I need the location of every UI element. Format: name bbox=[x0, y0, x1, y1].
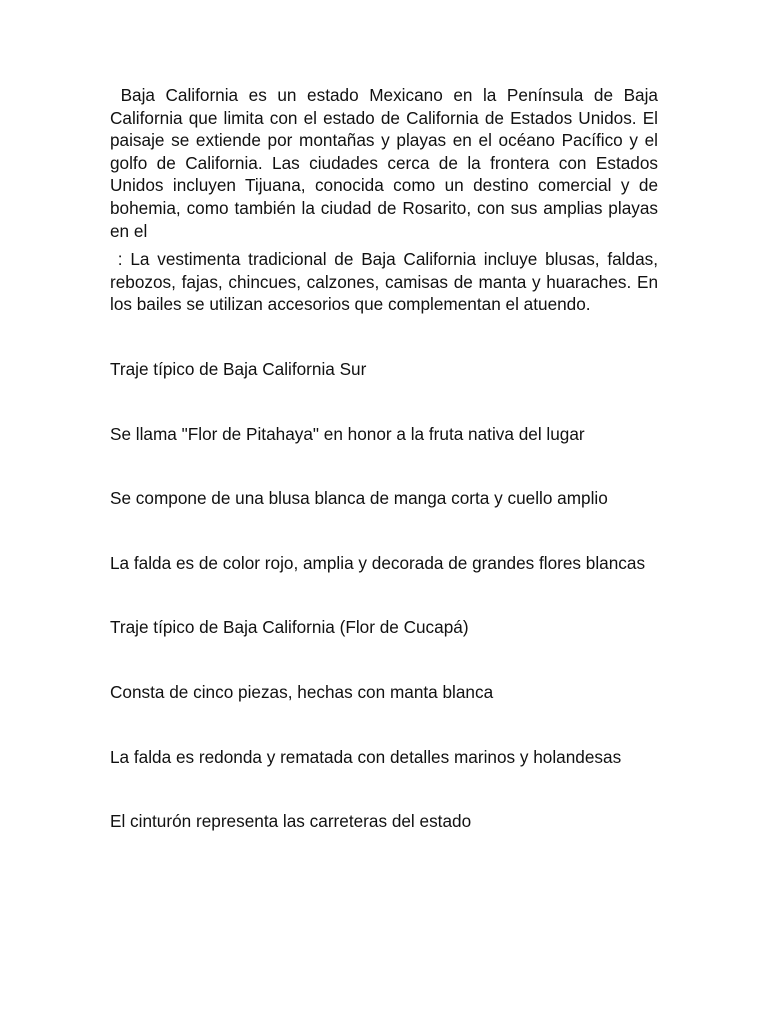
line-cinco-piezas: Consta de cinco piezas, hechas con manta blanca bbox=[110, 681, 494, 702]
line-falda-redonda: La falda es redonda y rematada con detalles marinos y holandesas bbox=[110, 746, 622, 767]
document-page bbox=[110, 84, 663, 875]
line-falda-roja: La falda es de color rojo, amplia y decorada de grandes flores blancas bbox=[110, 552, 646, 573]
line-flor-de-pitahaya: Se llama "Flor de Pitahaya" en honor a la fruta nativa del lugar bbox=[110, 423, 585, 444]
heading-flor-de-cucapa: Traje típico de Baja California (Flor de Cucapá) bbox=[110, 617, 469, 638]
heading-baja-california-sur: Traje típico de Baja California Sur bbox=[110, 358, 367, 379]
intro-paragraph: Baja California es un estado Mexicano en la Península de Baja California que limita con el estado de California de Estados Unidos. El paisaje se extiende por montañas y playas en el océano Pacífico y el golfo de California. Las ciudades cerca de la frontera con Estados Unidos incluyen Tijuana, conocida como un destino comercial y de bohemia, como también la ciudad de Rosarito, con sus amplias playas en el bbox=[110, 85, 663, 241]
line-cinturon: El cinturón representa las carreteras del estado bbox=[110, 811, 472, 832]
clothing-paragraph: : La vestimenta tradicional de Baja California incluye blusas, faldas, rebozos, fajas, chincues, calzones, camisas de manta y huaraches. En los bailes se utilizan accesorios que complementan el atuendo. bbox=[110, 249, 663, 315]
line-blusa-blanca: Se compone de una blusa blanca de manga corta y cuello amplio bbox=[110, 488, 608, 509]
